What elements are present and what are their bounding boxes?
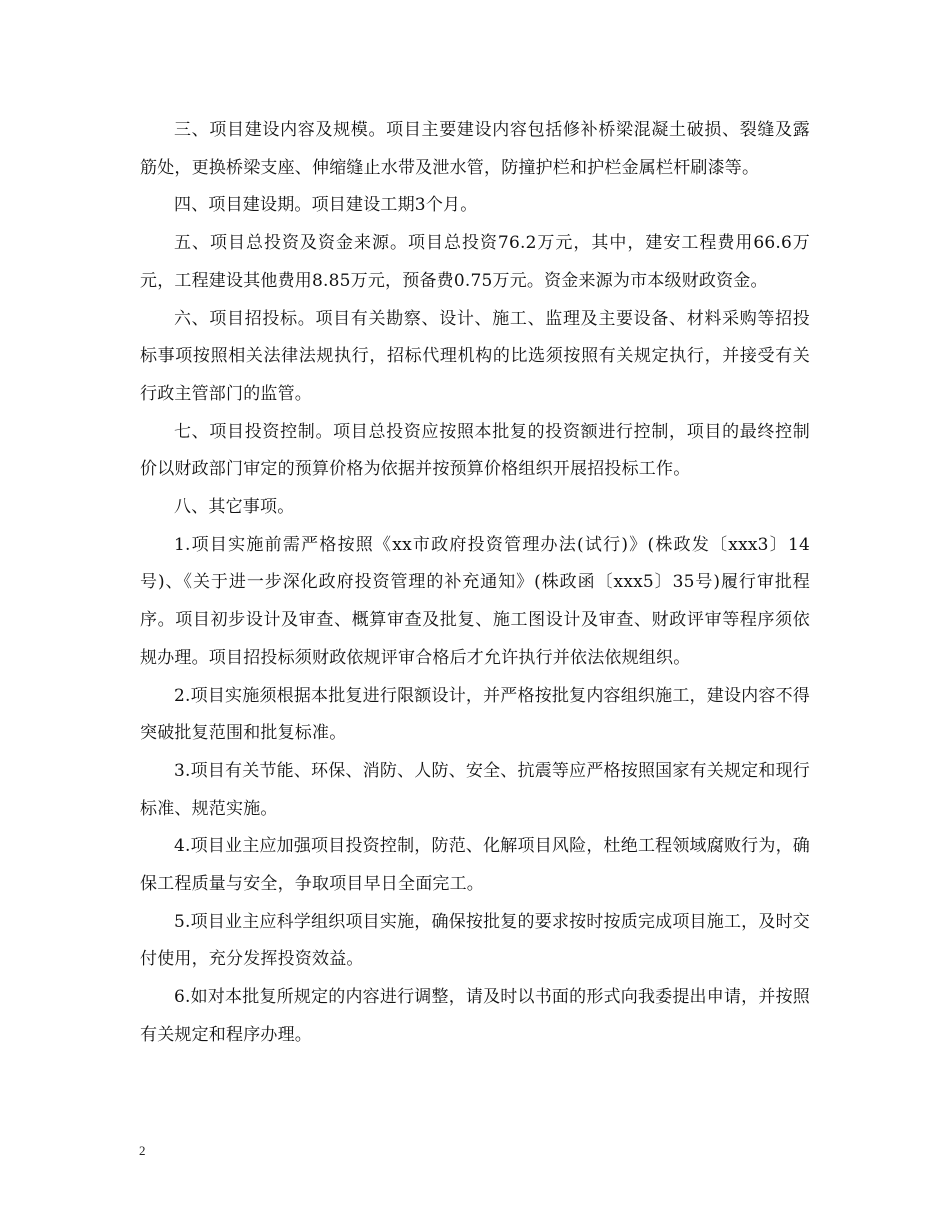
paragraph-project-scope: 三、项目建设内容及规模。项目主要建设内容包括修补桥梁混凝土破损、裂缝及露筋处，更换桥梁支座、伸缩缝止水带及泄水管，防撞护栏和护栏金属栏杆刷漆等。	[140, 120, 810, 178]
page-number: 2	[139, 1143, 146, 1158]
paragraph-item-6: 6.如对本批复所规定的内容进行调整，请及时以书面的形式向我委提出申请，并按照有关规定和程序办理。	[140, 987, 810, 1045]
paragraph-item-1: 1.项目实施前需严格按照《xx市政府投资管理办法(试行)》(株政发〔xxx3〕14号)、《关于进一步深化政府投资管理的补充通知》(株政函〔xxx5〕35号)履行审批程序。项目初步设计及审查、概算审查及批复、施工图设计及审查、财政评审等程序须依规办理。项目招投标须财政依规评审合格后才允许执行并依法依规组织。	[140, 534, 810, 668]
paragraph-bidding: 六、项目招投标。项目有关勘察、设计、施工、监理及主要设备、材料采购等招投标事项按照相关法律法规执行，招标代理机构的比选须按照有关规定执行，并接受有关行政主管部门的监管。	[140, 308, 810, 404]
paragraph-construction-period: 四、项目建设期。项目建设工期3个月。	[174, 195, 478, 216]
paragraph-other-matters-heading: 八、其它事项。	[174, 497, 295, 518]
paragraph-item-2: 2.项目实施须根据本批复进行限额设计，并严格按批复内容组织施工，建设内容不得突破批复范围和批复标准。	[140, 685, 810, 744]
paragraph-investment-funding: 五、项目总投资及资金来源。项目总投资76.2万元，其中，建安工程费用66.6万元，工程建设其他费用8.85万元，预备费0.75万元。资金来源为市本级财政资金。	[140, 233, 810, 291]
paragraph-item-5: 5.项目业主应科学组织项目实施，确保按批复的要求按时按质完成项目施工，及时交付使用，充分发挥投资效益。	[140, 911, 810, 970]
paragraph-item-3: 3.项目有关节能、环保、消防、人防、安全、抗震等应严格按照国家有关规定和现行标准、规范实施。	[140, 760, 810, 819]
paragraph-investment-control: 七、项目投资控制。项目总投资应按照本批复的投资额进行控制，项目的最终控制价以财政部门审定的预算价格为依据并按预算价格组织开展招投标工作。	[140, 421, 810, 480]
paragraph-item-4: 4.项目业主应加强项目投资控制，防范、化解项目风险，杜绝工程领域腐败行为，确保工程质量与安全，争取项目早日全面完工。	[140, 836, 810, 895]
document-body	[140, 112, 810, 1055]
